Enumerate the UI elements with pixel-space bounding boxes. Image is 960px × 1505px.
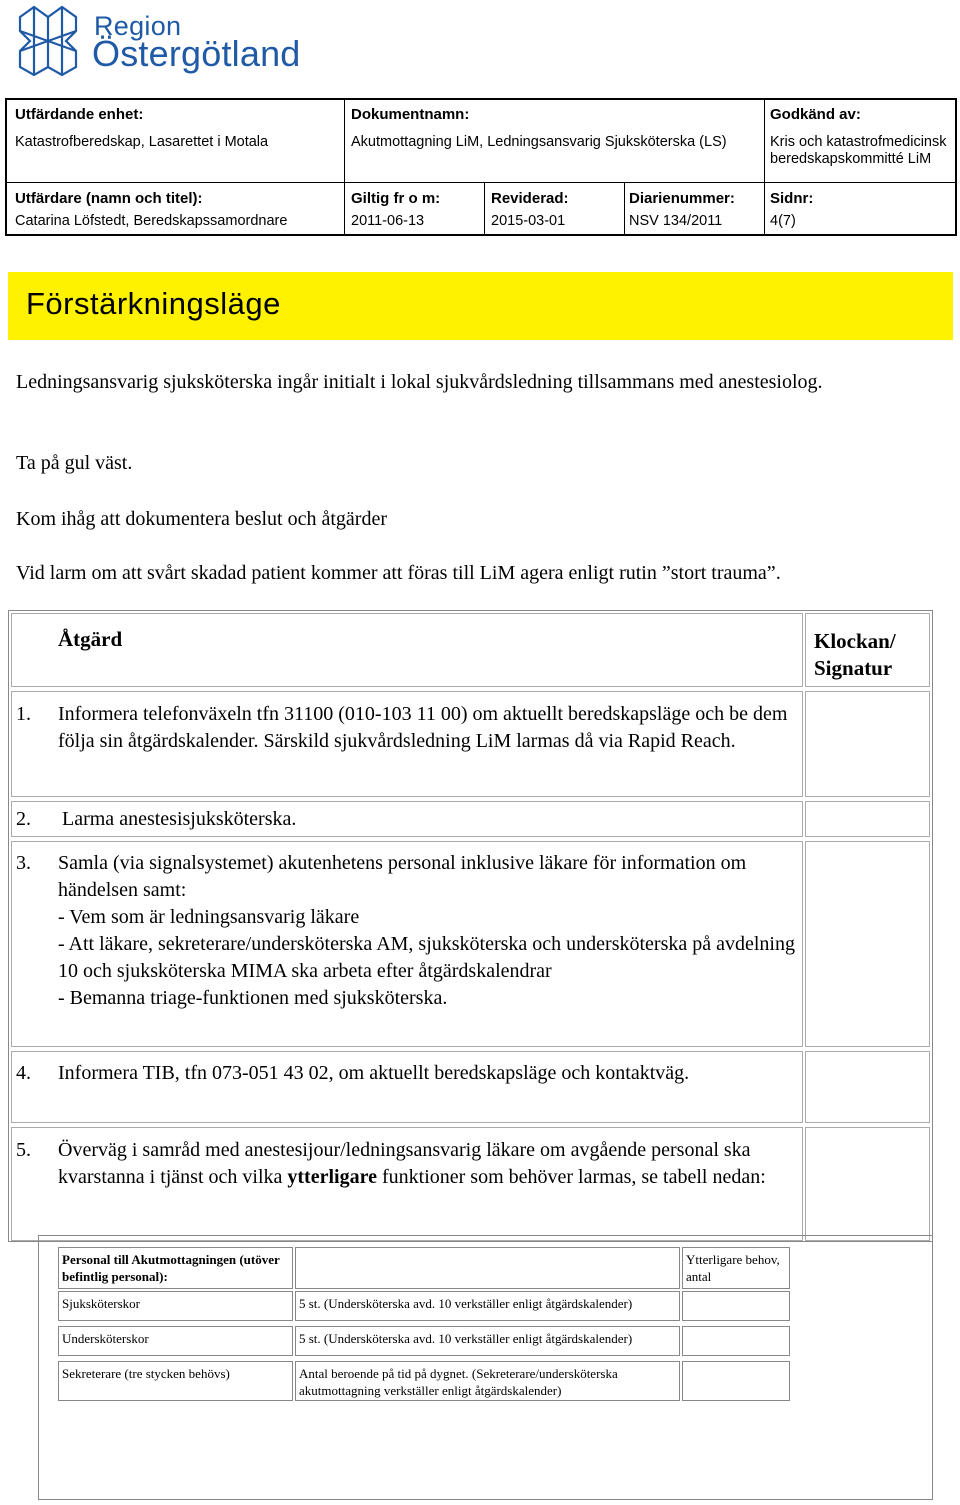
signature-field[interactable] [805,691,930,797]
action-table-header-row [9,611,932,689]
revised-value: 2015-03-01 [491,213,566,229]
action-number: 4. [16,1062,31,1084]
intro-paragraph-1: Ledningsansvarig sjuksköterska ingår initialt i lokal sjukvårdsledning tillsammans med anestesiolog. [16,371,823,393]
approved-by-value: Kris och katastrofmedicinsk beredskapskommitté LiM [770,134,947,167]
diary-number-label: Diarienummer: [629,190,735,207]
document-name-value: Akutmottagning LiM, Ledningsansvarig Sjuksköterska (LS) [351,134,727,150]
mode-title: Förstärkningsläge [26,286,281,321]
personnel-need-field[interactable] [682,1361,790,1401]
issuer-cell [15,190,340,230]
approved-by-label: Godkänd av: [770,106,861,123]
approved-by-cell [770,106,955,168]
action-number: 5. [16,1139,31,1161]
action-text: Informera TIB, tfn 073-051 43 02, om aktuellt beredskapsläge och kontaktväg. [58,1062,690,1084]
signature-field[interactable] [805,841,930,1047]
region-emblem-icon [12,5,84,77]
personnel-role-cell: Undersköterskor [58,1326,293,1356]
logo-region-text: Region [94,11,182,41]
action-text-emphasis: ytterligare [287,1166,377,1188]
signature-field[interactable] [805,1127,930,1241]
action-row-2 [9,799,932,839]
action-row-3 [9,839,932,1049]
action-text: Informera telefonväxeln tfn 31100 (010-103 11 00) om aktuellt beredskapsläge och be dem följa sin åtgärdskalender. Särskild sjukvårdsledning LiM larmas då via Rapid Reach. [58,703,788,752]
intro-paragraph-2: Ta på gul väst. [16,452,133,474]
signature-column-header: Klockan/ Signatur [814,629,896,680]
signature-field[interactable] [805,1051,930,1123]
valid-from-cell [351,190,481,230]
personnel-need-field[interactable] [682,1291,790,1321]
page-number-value: 4(7) [770,213,796,229]
action-text-part: funktioner som behöver larmas, se tabell nedan: [376,1166,766,1188]
personnel-need-field[interactable] [682,1326,790,1356]
personnel-role-cell: Sekreterare (tre stycken behövs) [58,1361,293,1401]
diary-number-cell [629,190,761,230]
personnel-header-role: Personal till Akutmottagningen (utöver befintlig personal): [58,1247,293,1289]
action-text [58,1137,798,1191]
personnel-role-cell: Sjuksköterskor [58,1291,293,1321]
action-row-5 [9,1125,932,1243]
issuer-value: Catarina Löfstedt, Beredskapssamordnare [15,213,288,229]
action-number: 2. [16,808,31,830]
action-column-header: Åtgärd [58,627,123,651]
revised-cell [491,190,621,230]
page-number-cell [770,190,950,230]
page-number-label: Sidnr: [770,190,814,207]
personnel-count-cell: Antal beroende på tid på dygnet. (Sekreterare/undersköterska akutmottagning verkställer enligt åtgärdskalender) [295,1361,680,1401]
action-table [8,610,933,1242]
issuer-label: Utfärdare (namn och titel): [15,190,203,207]
revised-label: Reviderad: [491,190,569,207]
action-text: Larma anestesisjuksköterska. [62,808,297,830]
issuing-unit-cell [15,106,340,151]
document-name-label: Dokumentnamn: [351,106,470,123]
document-name-cell [351,106,756,151]
action-text: Samla (via signalsystemet) akutenhetens personal inklusive läkare för information om händelsen samt: - Vem som är ledningsansvarig läkare - Att läkare, sekreterare/undersköterska AM, sjuksköterska och undersköterska på avdelning 10 och sjuksköterska MIMA ska arbeta efter åtgärdskalendrar - Bemanna triage-funktionen med sjuksköterska. [58,852,795,1009]
action-row-1 [9,689,932,799]
valid-from-value: 2011-06-13 [351,213,425,229]
signature-field[interactable] [805,801,930,837]
region-logo [12,5,302,77]
issuing-unit-value: Katastrofberedskap, Lasarettet i Motala [15,134,269,150]
mode-banner [8,272,953,340]
personnel-table [38,1235,933,1500]
action-number: 3. [16,852,31,874]
intro-paragraph-4: Vid larm om att svårt skadad patient kommer att föras till LiM agera enligt rutin ”stort trauma”. [16,562,781,584]
personnel-header-blank [295,1247,680,1289]
issuing-unit-label: Utfärdande enhet: [15,106,144,123]
document-header-table [5,98,957,236]
action-row-4 [9,1049,932,1125]
action-text-part: Överväg i samråd med anestesijour/ledningsansvarig läkare om avgående personal ska kvarstanna i tjänst och vilka [58,1139,751,1188]
intro-paragraph-3: Kom ihåg att dokumentera beslut och åtgärder [16,508,387,530]
personnel-header-need: Ytterligare behov, antal [682,1247,790,1289]
action-number: 1. [16,703,31,725]
valid-from-label: Giltig fr o m: [351,190,441,207]
personnel-count-cell: 5 st. (Undersköterska avd. 10 verkställer enligt åtgärdskalender) [295,1326,680,1356]
logo-name-text: Östergötland [92,33,301,74]
diary-number-value: NSV 134/2011 [629,213,723,229]
personnel-count-cell: 5 st. (Undersköterska avd. 10 verkställer enligt åtgärdskalender) [295,1291,680,1321]
